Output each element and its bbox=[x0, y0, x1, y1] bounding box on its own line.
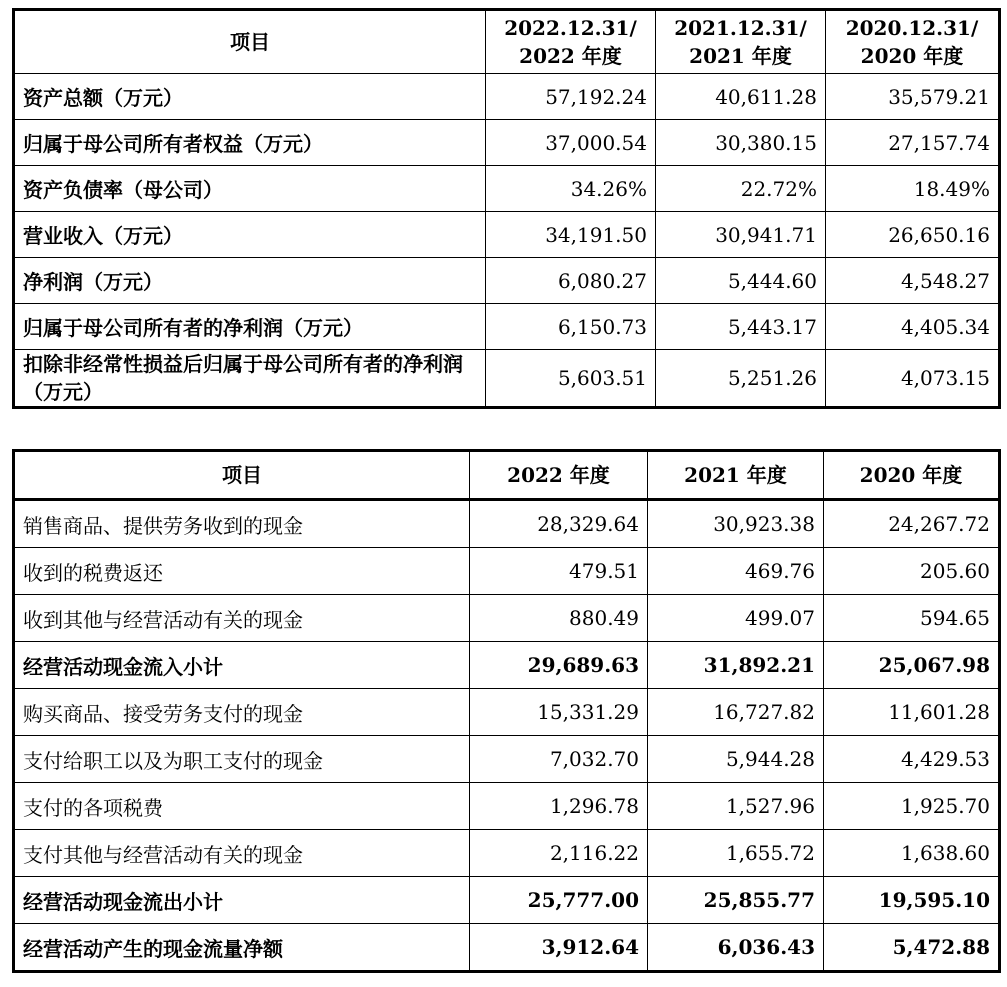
cell-2020: 4,073.15 bbox=[826, 350, 1000, 408]
header-item: 项目 bbox=[14, 10, 486, 74]
row-label: 支付的各项税费 bbox=[14, 783, 470, 830]
cell-2021: 5,443.17 bbox=[656, 304, 826, 350]
cell-2020: 205.60 bbox=[824, 548, 1000, 595]
cell-2022: 15,331.29 bbox=[470, 689, 648, 736]
table-row bbox=[14, 212, 1000, 258]
cell-2022: 5,603.51 bbox=[486, 350, 656, 408]
cell-2020: 26,650.16 bbox=[826, 212, 1000, 258]
cell-2022: 2,116.22 bbox=[470, 830, 648, 877]
cell-2021: 22.72% bbox=[656, 166, 826, 212]
subtotal-row bbox=[14, 877, 1000, 924]
cell-2020: 19,595.10 bbox=[824, 877, 1000, 924]
cell-2021: 1,655.72 bbox=[648, 830, 824, 877]
cell-2022: 37,000.54 bbox=[486, 120, 656, 166]
cell-2022: 7,032.70 bbox=[470, 736, 648, 783]
cell-2021: 5,444.60 bbox=[656, 258, 826, 304]
cell-2021: 5,944.28 bbox=[648, 736, 824, 783]
row-label: 经营活动现金流入小计 bbox=[14, 642, 470, 689]
row-label: 购买商品、接受劳务支付的现金 bbox=[14, 689, 470, 736]
cell-2021: 16,727.82 bbox=[648, 689, 824, 736]
cell-2022: 34.26% bbox=[486, 166, 656, 212]
cell-2021: 499.07 bbox=[648, 595, 824, 642]
cell-2021: 40,611.28 bbox=[656, 74, 826, 120]
cell-2020: 11,601.28 bbox=[824, 689, 1000, 736]
total-row bbox=[14, 924, 1000, 972]
cell-2022: 6,080.27 bbox=[486, 258, 656, 304]
header-item: 项目 bbox=[14, 451, 470, 500]
cell-2021: 30,380.15 bbox=[656, 120, 826, 166]
cell-2022: 25,777.00 bbox=[470, 877, 648, 924]
cell-2022: 28,329.64 bbox=[470, 500, 648, 548]
cell-2020: 27,157.74 bbox=[826, 120, 1000, 166]
table-row bbox=[14, 548, 1000, 595]
cell-2022: 479.51 bbox=[470, 548, 648, 595]
table-row bbox=[14, 783, 1000, 830]
header-row bbox=[14, 10, 1000, 74]
cell-2021: 31,892.21 bbox=[648, 642, 824, 689]
cell-2022: 3,912.64 bbox=[470, 924, 648, 972]
cell-2021: 25,855.77 bbox=[648, 877, 824, 924]
row-label: 收到的税费返还 bbox=[14, 548, 470, 595]
header-2021: 2021 年度 bbox=[648, 451, 824, 500]
table-row bbox=[14, 689, 1000, 736]
cell-2021: 30,941.71 bbox=[656, 212, 826, 258]
header-2020: 2020 年度 bbox=[824, 451, 1000, 500]
table-row bbox=[14, 120, 1000, 166]
row-label: 资产总额（万元） bbox=[14, 74, 486, 120]
cell-2022: 57,192.24 bbox=[486, 74, 656, 120]
row-label: 净利润（万元） bbox=[14, 258, 486, 304]
cell-2020: 35,579.21 bbox=[826, 74, 1000, 120]
header-2022: 2022 年度 bbox=[470, 451, 648, 500]
cell-2020: 5,472.88 bbox=[824, 924, 1000, 972]
row-label: 经营活动现金流出小计 bbox=[14, 877, 470, 924]
cell-2020: 1,925.70 bbox=[824, 783, 1000, 830]
row-label: 支付其他与经营活动有关的现金 bbox=[14, 830, 470, 877]
cell-2020: 1,638.60 bbox=[824, 830, 1000, 877]
row-label: 收到其他与经营活动有关的现金 bbox=[14, 595, 470, 642]
cell-2021: 5,251.26 bbox=[656, 350, 826, 408]
header-row bbox=[14, 451, 1000, 500]
table-row bbox=[14, 595, 1000, 642]
cell-2020: 18.49% bbox=[826, 166, 1000, 212]
cell-2020: 594.65 bbox=[824, 595, 1000, 642]
cell-2022: 1,296.78 bbox=[470, 783, 648, 830]
cell-2022: 6,150.73 bbox=[486, 304, 656, 350]
row-label: 支付给职工以及为职工支付的现金 bbox=[14, 736, 470, 783]
row-label: 营业收入（万元） bbox=[14, 212, 486, 258]
table-row bbox=[14, 258, 1000, 304]
cell-2021: 469.76 bbox=[648, 548, 824, 595]
table-row bbox=[14, 166, 1000, 212]
cell-2020: 25,067.98 bbox=[824, 642, 1000, 689]
cell-2020: 4,548.27 bbox=[826, 258, 1000, 304]
cell-2021: 6,036.43 bbox=[648, 924, 824, 972]
header-2021: 2021.12.31/ 2021 年度 bbox=[656, 10, 826, 74]
table-row bbox=[14, 350, 1000, 408]
cash-flow-table bbox=[12, 449, 1001, 973]
table-row bbox=[14, 74, 1000, 120]
table-row bbox=[14, 736, 1000, 783]
financial-summary-table bbox=[12, 8, 1001, 409]
table-row bbox=[14, 830, 1000, 877]
cell-2020: 4,429.53 bbox=[824, 736, 1000, 783]
cell-2022: 880.49 bbox=[470, 595, 648, 642]
row-label: 销售商品、提供劳务收到的现金 bbox=[14, 500, 470, 548]
cell-2022: 34,191.50 bbox=[486, 212, 656, 258]
cell-2020: 4,405.34 bbox=[826, 304, 1000, 350]
cell-2020: 24,267.72 bbox=[824, 500, 1000, 548]
cell-2022: 29,689.63 bbox=[470, 642, 648, 689]
cell-2021: 1,527.96 bbox=[648, 783, 824, 830]
row-label: 扣除非经常性损益后归属于母公司所有者的净利润（万元） bbox=[14, 350, 486, 408]
header-2022: 2022.12.31/ 2022 年度 bbox=[486, 10, 656, 74]
header-2020: 2020.12.31/ 2020 年度 bbox=[826, 10, 1000, 74]
table-row bbox=[14, 304, 1000, 350]
row-label: 归属于母公司所有者的净利润（万元） bbox=[14, 304, 486, 350]
row-label: 资产负债率（母公司） bbox=[14, 166, 486, 212]
table-row bbox=[14, 500, 1000, 548]
row-label: 归属于母公司所有者权益（万元） bbox=[14, 120, 486, 166]
row-label: 经营活动产生的现金流量净额 bbox=[14, 924, 470, 972]
cell-2021: 30,923.38 bbox=[648, 500, 824, 548]
subtotal-row bbox=[14, 642, 1000, 689]
